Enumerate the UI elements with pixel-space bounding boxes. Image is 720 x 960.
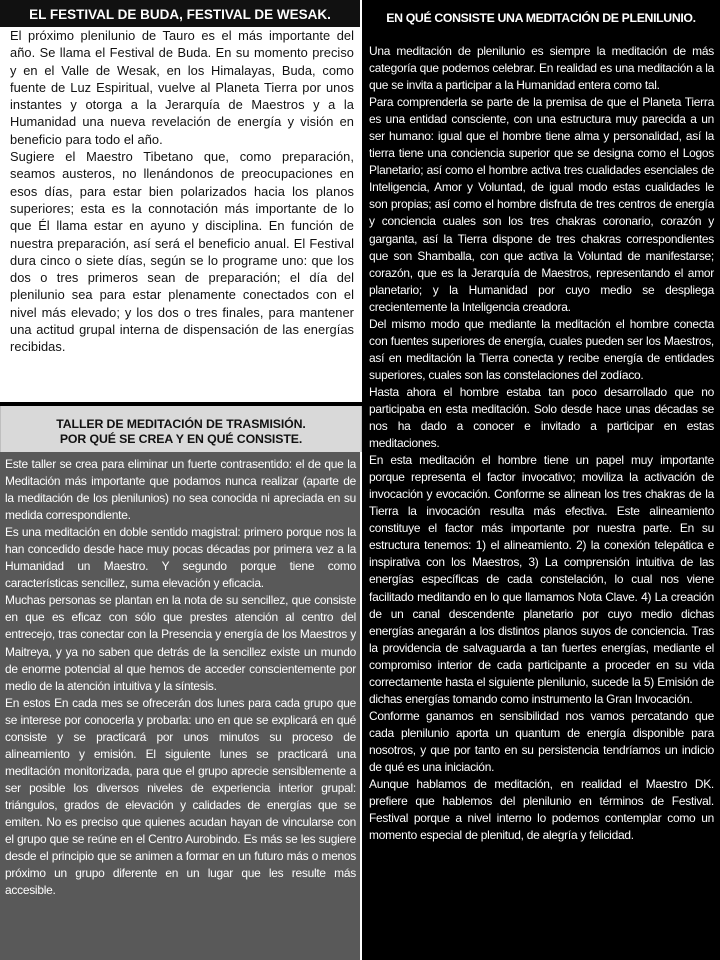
meditacion-plenilunio-article: [362, 0, 720, 960]
taller-meditacion-article: [0, 406, 362, 960]
article-paragraph: Es una meditación en doble sentido magistral: primero porque nos la han concedido desde hace muy pocas décadas por primera vez a la Humanidad un Maestro. Y segundo porque tiene como características sencillez, suma elevación y eficacia.: [5, 525, 356, 591]
festival-buda-title: EL FESTIVAL DE BUDA, FESTIVAL DE WESAK.: [0, 0, 360, 27]
article-paragraph: Una meditación de plenilunio es siempre la meditación de más categoría que podemos celebrar. En realidad es una meditación a la que se invita a participar a la Humanidad entera como tal.: [369, 44, 714, 93]
taller-body-box: [0, 452, 360, 960]
article-paragraph: En esta meditación el hombre tiene un papel muy importante porque representa el factor invocativo; moviliza la activación de invocación y evocación. Conforme se alinean los tres chakras de la Tierra la invocación resulta más efectiva. Este alineamiento constituye el factor más importante por nuestra parte. En su estructura tenemos: 1) el alineamiento. 2) la conexión telepática e inspirativa con los Maestros, 3) La comprensión intuitiva de las energías específicas de cada constelación, lo cual nos viene facilitado meditando en lo que llamamos Nota Clave. 4) La creación de un canal descendente planetario por cuyo medio dichas energías anegarán a los distintos planos suyos de conciencia. Tras la providencia de salvaguarda a tan fuertes energías, mediante el compromiso interior de cada participante a proceder en su vida correctamente hasta el siguiente plenilunio, sucede la 5) Emisión de dichas energías tomando como instrumento la Gran Invocación.: [369, 453, 714, 706]
article-paragraph: Aunque hablamos de meditación, en realidad el Maestro DK. prefiere que hablemos del plenilunio en términos de Festival. Festival porque a nivel interno lo podemos contemplar como un momento especial de plenitud, de alegría y felicidad.: [369, 777, 714, 843]
festival-buda-body: [0, 27, 362, 356]
article-paragraph: Muchas personas se plantan en la nota de su sencillez, que consiste en que es eficaz con sólo que prestes atención al centro del entrecejo, tras conectar con la Presencia y energía de los Maestros y Maitreya, y ya no saben que detrás de la sencillez existe un mundo de enorme potencial al que hemos de acceder conscientemente por medio de la atención intuitiva y la síntesis.: [5, 593, 356, 693]
taller-title-line2: POR QUÉ SE CREA Y EN QUÉ CONSISTE.: [59, 432, 303, 446]
article-paragraph: Del mismo modo que mediante la meditación el hombre conecta con fuentes superiores de energía, cuales pueden ser los Maestros, así en meditación la Tierra conecta y recibe energía de entidades superiores, cuales son las constelaciones del zodíaco.: [369, 316, 714, 382]
plenilunio-title: EN QUÉ CONSISTE UNA MEDITACIÓN DE PLENILUNIO.: [386, 11, 696, 25]
plenilunio-body: [362, 31, 720, 844]
taller-header: [0, 406, 362, 452]
article-paragraph: El próximo plenilunio de Tauro es el más importante del año. Se llama el Festival de Buda. En su momento preciso y en el Valle de Wesak, en los Himalayas, Buda, como fuente de Luz Espiritual, vuelve al Planeta Tierra por unos instantes y otorga a la Jerarquía de Maestros y a la Humanidad una nueva revelación de energía y visión en beneficio para todo el año.: [10, 28, 354, 147]
article-paragraph: Este taller se crea para eliminar un fuerte contrasentido: el de que la Meditación más importante que podamos nunca realizar (aparte de la meditación de los plenilunios) no sea conocida ni apreciada en su medida correspondiente.: [5, 457, 356, 523]
article-paragraph: Para comprenderla se parte de la premisa de que el Planeta Tierra es una entidad consciente, con una estructura muy parecida a un ser humano: igual que el hombre tiene alma y personalidad, así la tierra tiene una conciencia superior que se designa como el Logos Planetario; así como el hombre activa tres cualidades esenciales de Inteligencia, Amor y Voluntad, de igual modo estas cualidades le son propias; así como el hombre disfruta de tres centros de energía y conciencia cuales son los tres chakras coronario, corazón y garganta, así la Tierra dispone de tres chakras correspondientes que son Shamballa, con que activa la Voluntad de manifestarse; corazón, que es la Jerarquía de Maestros, representando el amor planetario; y la Humanidad por cuyo medio se despliega crecientemente la Inteligencia creadora.: [369, 95, 714, 314]
article-paragraph: Sugiere el Maestro Tibetano que, como preparación, seamos austeros, no llenándonos de preocupaciones en esos días, para estar bien polarizados hacia los planos superiores; esta es la connotación más importante de lo que Él llama estar en ayuno y disciplina. En función de nuestra preparación, así será el beneficio anual. El Festival dura cinco o siete días, según se lo programe uno: que los dos o tres primeros sean de preparación; el día del plenilunio sea para estar plenamente conectados con el nivel más elevado; y los dos o tres finales, para mantener una actitud grupal interna de dispensación de las energías recibidas.: [10, 149, 354, 355]
article-paragraph: En estos En cada mes se ofrecerán dos lunes para cada grupo que se interese por conocerla y probarla: uno en que se explicará en qué consiste y se practicará por unos minutos su proceso de alineamiento y emisión. El siguiente lunes se practicará una meditación monitorizada, para que el grupo aprecie sensiblemente a ser posible los diversos niveles de experiencia interior grupal: triángulos, grados de elevación y calidades de energías que se emiten. No es preciso que quienes acudan hayan de vincularse con el grupo que se reúne en el Centro Aurobindo. Es más se les sugiere desde el principio que se animen a formar en un futuro más o menos próximo un grupo diferente en un lugar que les resulte más accesible.: [5, 695, 356, 898]
article-paragraph: Hasta ahora el hombre estaba tan poco desarrollado que no participaba en esta meditación. Solo desde hace unas décadas se nos ha dado a conocer e invitado a participar en estas meditaciones.: [369, 384, 714, 451]
festival-buda-article: [0, 0, 362, 402]
taller-body: [0, 452, 360, 899]
article-paragraph: Conforme ganamos en sensibilidad nos vamos percatando que cada plenilunio aporta un quantum de energía disponible para nosotros, y que por tanto en su persistencia tendríamos un indicio de qué es una iniciación.: [369, 708, 714, 774]
taller-title-line1: TALLER DE MEDITACIÓN DE TRASMISIÓN.: [56, 417, 306, 431]
